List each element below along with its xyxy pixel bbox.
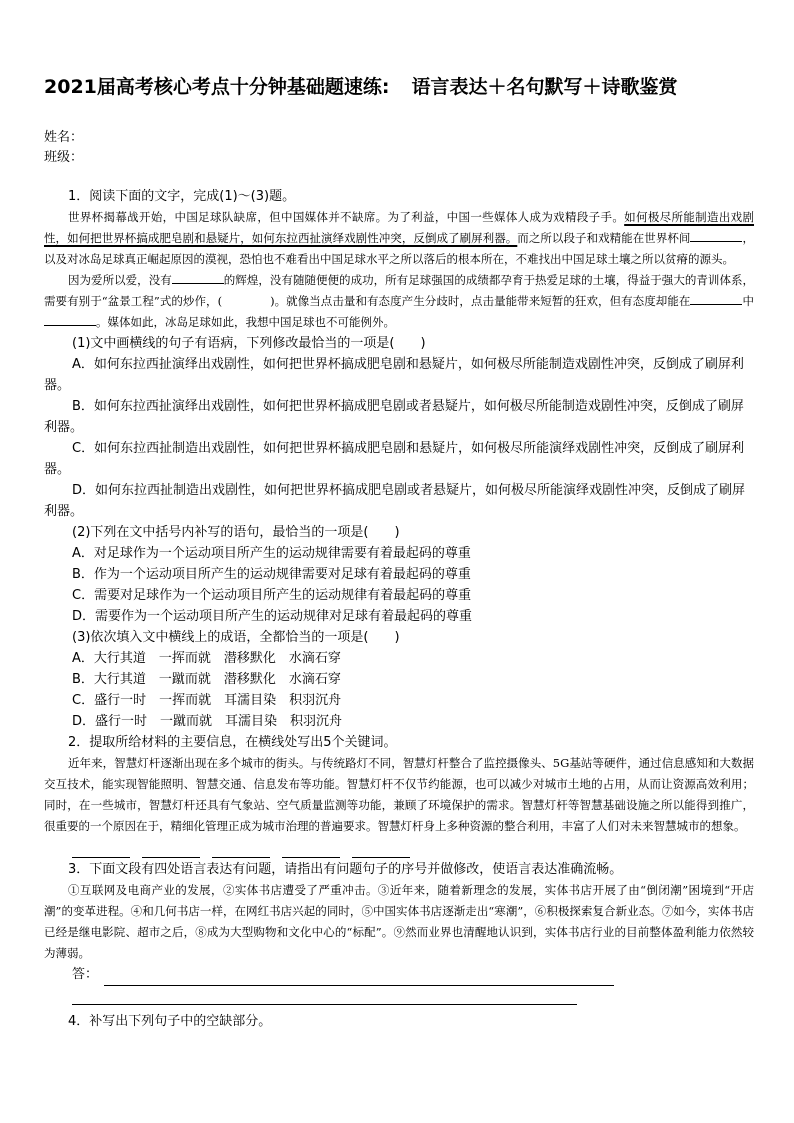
question-body (44, 186, 754, 1032)
answer-label: 答： (72, 967, 99, 982)
name-label: 姓名： (44, 130, 84, 145)
q1-sub1: (1)文中画横线的句子有语病，下列修改最恰当的一项是( ) (72, 336, 426, 351)
keyword-blank-2[interactable] (142, 847, 200, 858)
q1-sub2: (2)下列在文中括号内补写的语句，最恰当的一项是( ) (72, 525, 400, 540)
sub2-option-c: C．需要对足球作为一个运动项目所产生的运动规律有着最起码的尊重 (72, 588, 472, 603)
keyword-blank-4[interactable] (282, 847, 340, 858)
title-part-1: 2021届高考核心考点十分钟基础题速练: (44, 76, 390, 98)
sub2-option-d: D．需要作为一个运动项目所产生的运动规律对足球有着最起码的尊重 (72, 609, 473, 624)
underlined-sentence: 如何极尽所能制造出戏剧性，如何把世界杯搞成肥皂剧和悬疑片，如何东拉西扯演绎戏剧性冲突，反倒成了刷屏利器。 (44, 210, 755, 245)
sub1-option-c: C．如何东拉西扯制造出戏剧性，如何把世界杯搞成肥皂剧和悬疑片，如何极尽所能演绎戏剧性冲突，反倒成了刷屏利器。 (44, 441, 745, 477)
sub1-option-b: B．如何东拉西扯演绎出戏剧性，如何把世界杯搞成肥皂剧或者悬疑片，如何极尽所能制造戏剧性冲突，反倒成了刷屏利器。 (44, 399, 744, 435)
fill-blank[interactable] (44, 313, 96, 326)
q2-stem: 2．提取所给材料的主要信息，在横线处写出5个关键词。 (68, 735, 397, 750)
q3-stem: 3．下面文段有四处语言表达有问题，请指出有问题句子的序号并做修改，使语言表达准确流畅。 (68, 862, 623, 877)
sub1-option-a: A．如何东拉西扯演绎出戏剧性，如何把世界杯搞成肥皂剧和悬疑片，如何极尽所能制造戏剧性冲突，反倒成了刷屏利器。 (44, 357, 744, 393)
sub3-option-a: A．大行其道 一挥而就 潜移默化 水滴石穿 (72, 651, 341, 666)
q3-answer (72, 964, 754, 986)
q3-passage: ①互联网及电商产业的发展，②实体书店遭受了严重冲击。③近年来，随着新理念的发展，实体书店开展了由“倒闭潮”困境到“开店潮”的变革进程。④和几何书店一样，在网红书店兴起的同时，⑤中国实体书店逐渐走出“寒潮”，⑥积极探索复合新业态。⑦如今，实体书店已经是继电影院、超市之后，⑧成为大型购物和文化中心的“标配”。⑨然而业界也清醒地认识到，实体书店行业的目前整体盈利能力依然较为薄弱。 (44, 883, 754, 960)
keyword-blank-5[interactable] (352, 847, 410, 858)
q1-sub3: (3)依次填入文中横线上的成语，全都恰当的一项是( ) (72, 630, 400, 645)
q4-stem: 4．补写出下列句子中的空缺部分。 (68, 1014, 272, 1029)
fill-blank[interactable] (690, 229, 742, 242)
sub2-option-b: B．作为一个运动项目所产生的运动规律需要对足球有着最起码的尊重 (72, 567, 471, 582)
sub3-option-c: C．盛行一时 一挥而就 耳濡目染 积羽沉舟 (72, 693, 342, 708)
q1-stem: 1．阅读下面的文字，完成(1)～(3)题。 (68, 189, 296, 204)
fill-blank[interactable] (172, 271, 224, 284)
q1-passage-para1: 世界杯揭幕战开始，中国足球队缺席，但中国媒体并不缺席。为了利益，中国一些媒体人成为戏精段子手。如何极尽所能制造出戏剧性，如何把世界杯搞成肥皂剧和悬疑片，如何东拉西扯演绎戏剧性冲突，反倒成了刷屏利器。而之所以段子和戏精能在世界杯间 ，以及对冰岛足球真正崛起原因的漠视，恐怕也不难看出中国足球水平之所以落后的根本所在，不难找出中国足球土壤之所以贫瘠的源头。 (44, 210, 755, 266)
answer-line-1[interactable] (104, 971, 614, 986)
class-label: 班级： (44, 150, 84, 165)
q2-answer-blanks (72, 843, 754, 857)
keyword-blank-1[interactable] (72, 847, 130, 858)
answer-line-2[interactable] (72, 986, 577, 1005)
fill-blank[interactable] (690, 292, 742, 305)
q2-passage: 近年来，智慧灯杆逐渐出现在多个城市的街头。与传统路灯不同，智慧灯杆整合了监控摄像头、5G基站等硬件，通过信息感知和大数据交互技术，能实现智能照明、智慧交通、信息发布等功能。智慧灯杆不仅节约能源，也可以减少对城市土地的占用，从而让资源高效利用；同时，在一些城市，智慧灯杆还具有气象站、空气质量监测等功能，兼顾了环境保护的需求。智慧灯杆等智慧基础设施之所以能得到推广，很重要的一个原因在于，精细化管理正成为城市治理的普遍要求。智慧灯杆身上多种资源的整合利用，丰富了人们对未来智慧城市的想象。 (44, 756, 754, 833)
sub2-option-a: A．对足球作为一个运动项目所产生的运动规律需要有着最起码的尊重 (72, 546, 471, 561)
page-title (44, 72, 764, 99)
q1-passage-para2: 因为爱所以爱，没有 的辉煌，没有随随便便的成功，所有足球强国的成绩都孕育于热爱足球的土壤，得益于强大的青训体系，需要有别于“盆景工程”式的炒作，( )。就像当点击量和有态度产生分歧时，点击量能带来短暂的狂欢，但有态度却能在 中。媒体如此，冰岛足球如此，我想中国足球也不可能例外。 (44, 273, 755, 329)
keyword-blank-3[interactable] (212, 847, 270, 858)
sub1-option-d: D．如何东拉西扯制造出戏剧性，如何把世界杯搞成肥皂剧或者悬疑片，如何极尽所能演绎戏剧性冲突，反倒成了刷屏利器。 (44, 483, 746, 519)
sub3-option-d: D．盛行一时 一蹴而就 耳濡目染 积羽沉舟 (72, 714, 343, 729)
sub3-option-b: B．大行其道 一蹴而就 潜移默化 水滴石穿 (72, 672, 341, 687)
title-part-2: 语言表达＋名句默写＋诗歌鉴赏 (411, 76, 678, 98)
